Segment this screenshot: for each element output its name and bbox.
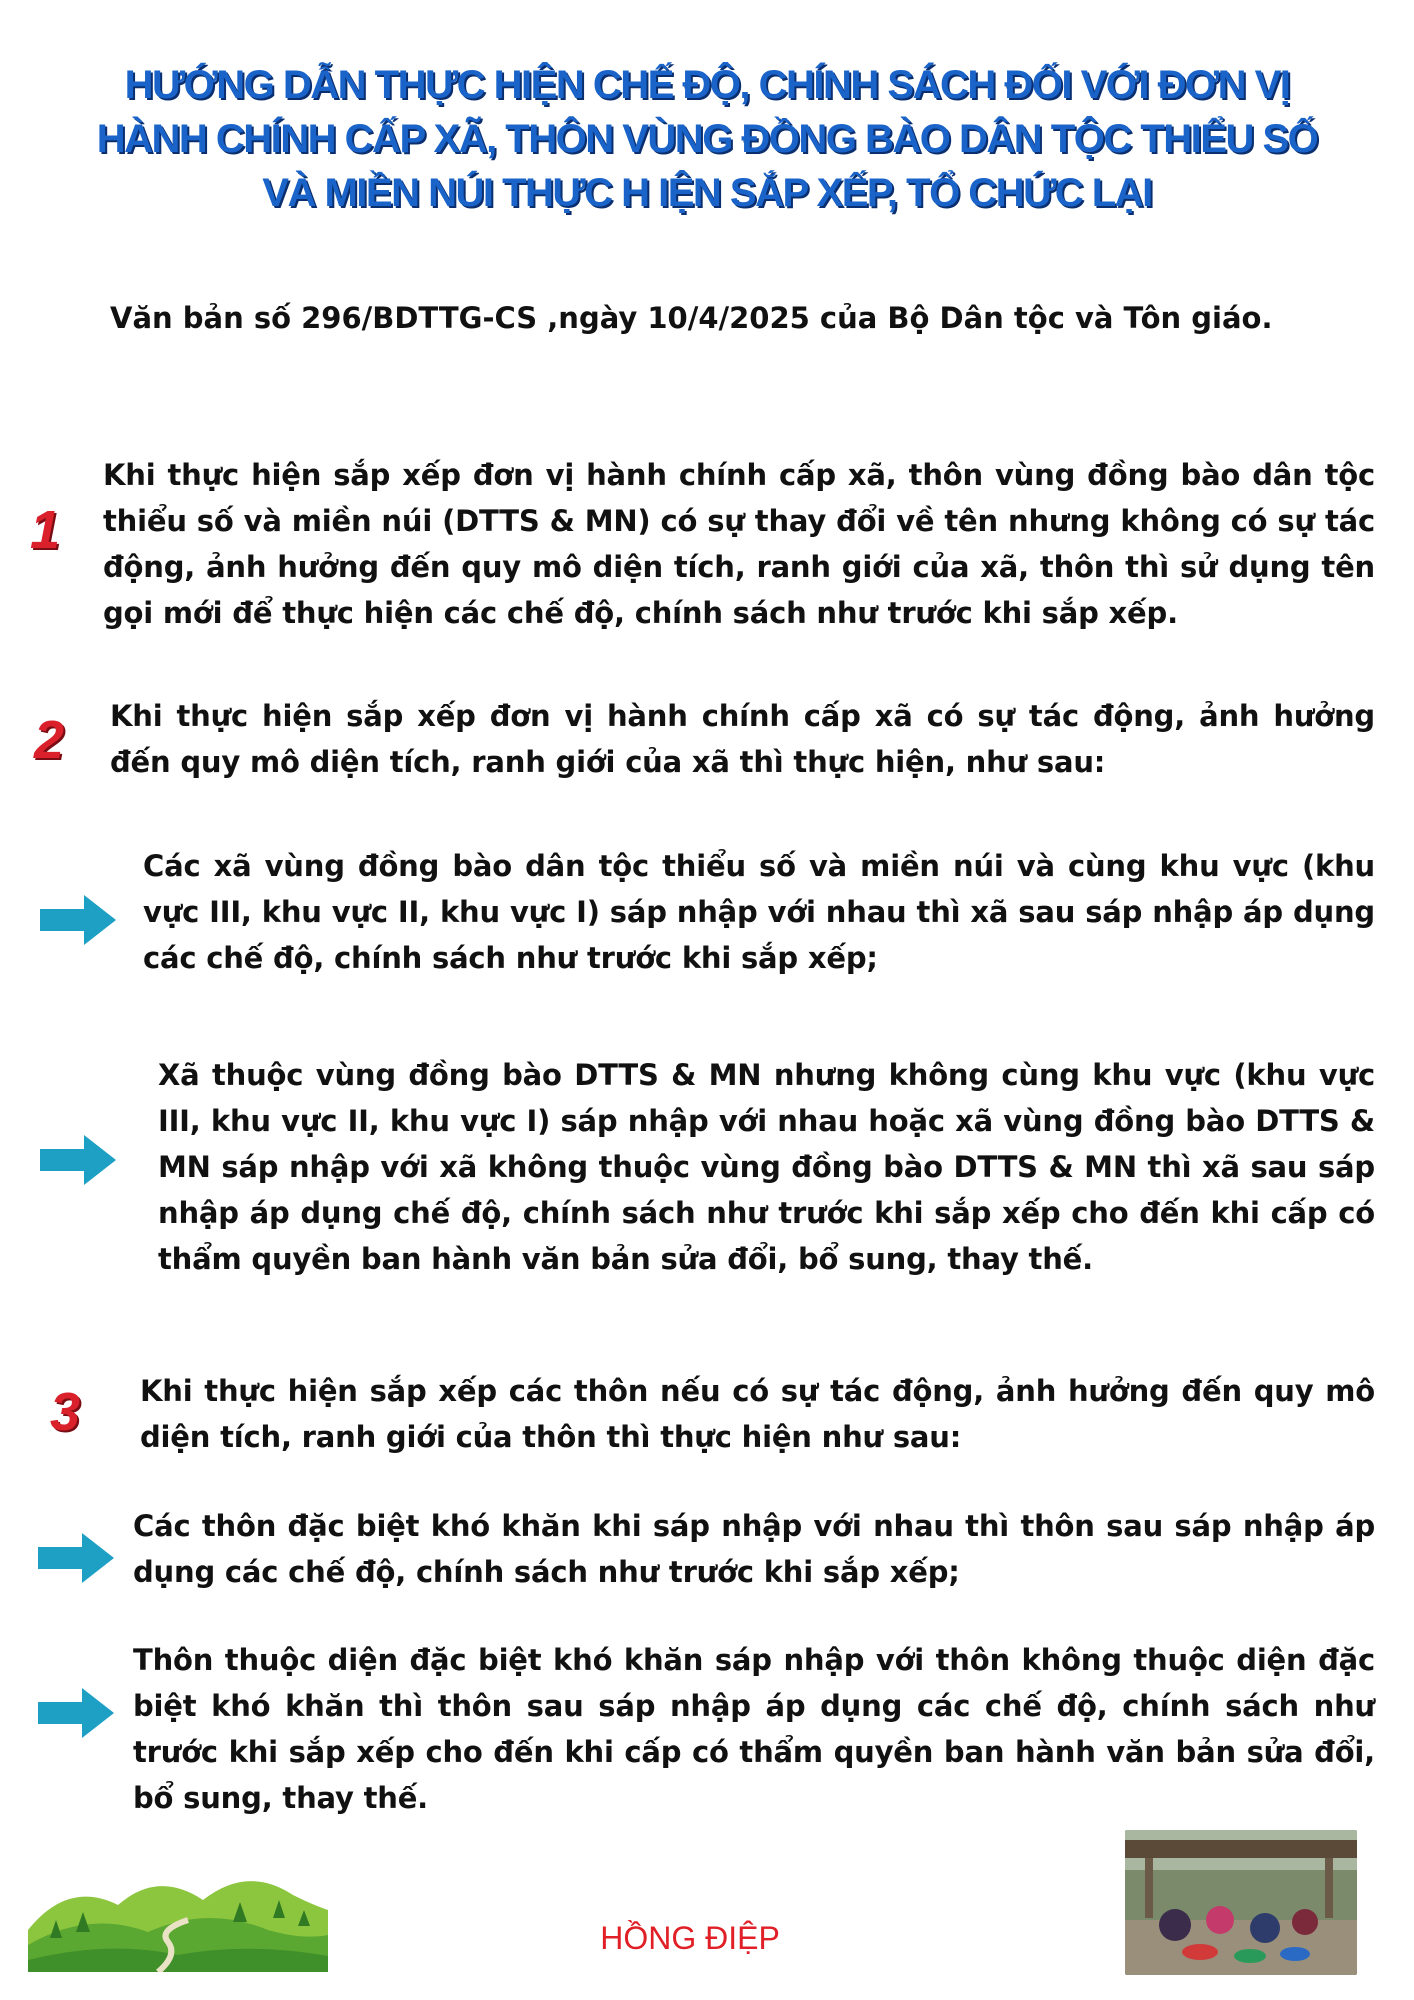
title-line-3: VÀ MIỀN NÚI THỰC H IỆN SẮP XẾP, TỔ CHỨC LẠI bbox=[262, 171, 1152, 215]
title-line-2: HÀNH CHÍNH CẤP XÃ, THÔN VÙNG ĐỒNG BÀO DÂN TỘC THIỂU SỐ bbox=[96, 117, 1318, 161]
section-1-text: Khi thực hiện sắp xếp đơn vị hành chính cấp xã, thôn vùng đồng bào dân tộc thiểu số và miền núi (DTTS & MN) có sự thay đổi về tên nhưng không có sự tác động, ảnh hưởng đến quy mô diện tích, ranh giới của xã, thôn thì sử dụng tên gọi mới để thực hiện các chế độ, chính sách như trước khi sắp xếp. bbox=[103, 458, 1375, 630]
section-3-item-2: Thôn thuộc diện đặc biệt khó khăn sáp nhập với thôn không thuộc diện đặc biệt khó khăn thì thôn sau sáp nhập áp dụng các chế độ, chính sách như trước khi sắp xếp cho đến khi cấp có thẩm quyền ban hành văn bản sửa đổi, bổ sung, thay thế. bbox=[133, 1643, 1375, 1815]
section-2-text: Khi thực hiện sắp xếp đơn vị hành chính cấp xã có sự tác động, ảnh hưởng đến quy mô diện tích, ranh giới của xã thì thực hiện, như sau: bbox=[110, 699, 1375, 779]
author-name: HỒNG ĐIỆP bbox=[600, 1920, 780, 1956]
arrow-right-icon bbox=[38, 1533, 114, 1583]
section-3-item-1: Các thôn đặc biệt khó khăn khi sáp nhập với nhau thì thôn sau sáp nhập áp dụng các chế độ, chính sách như trước khi sắp xếp; bbox=[133, 1509, 1375, 1589]
document-reference: Văn bản số 296/BDTTG-CS ,ngày 10/4/2025 của Bộ Dân tộc và Tôn giáo. bbox=[110, 301, 1273, 335]
arrow-right-icon bbox=[40, 1135, 116, 1185]
village-photo bbox=[1125, 1830, 1357, 1975]
section-3-text: Khi thực hiện sắp xếp các thôn nếu có sự tác động, ảnh hưởng đến quy mô diện tích, ranh giới của thôn thì thực hiện như sau: bbox=[140, 1374, 1375, 1454]
arrow-right-icon bbox=[40, 895, 116, 945]
section-2-item-1: Các xã vùng đồng bào dân tộc thiểu số và miền núi và cùng khu vực (khu vực III, khu vực II, khu vực I) sáp nhập với nhau thì xã sau sáp nhập áp dụng các chế độ, chính sách như trước khi sắp xếp; bbox=[143, 849, 1375, 975]
green-hills-illustration bbox=[28, 1860, 328, 1972]
section-number-2: 2 bbox=[34, 710, 65, 770]
section-number-3: 3 bbox=[50, 1382, 81, 1442]
section-2-item-2: Xã thuộc vùng đồng bào DTTS & MN nhưng không cùng khu vực (khu vực III, khu vực II, khu vực I) sáp nhập với nhau hoặc xã vùng đồng bào DTTS & MN sáp nhập với xã không thuộc vùng đồng bào DTTS & MN thì xã sau sáp nhập áp dụng chế độ, chính sách như trước khi sắp xếp cho đến khi cấp có thẩm quyền ban hành văn bản sửa đổi, bổ sung, thay thế. bbox=[158, 1058, 1375, 1276]
arrow-right-icon bbox=[38, 1688, 114, 1738]
title-line-1: HƯỚNG DẪN THỰC HIỆN CHẾ ĐỘ, CHÍNH SÁCH ĐỐI VỚI ĐƠN VỊ bbox=[124, 63, 1290, 107]
section-number-1: 1 bbox=[30, 500, 61, 560]
page-title bbox=[40, 58, 1374, 220]
